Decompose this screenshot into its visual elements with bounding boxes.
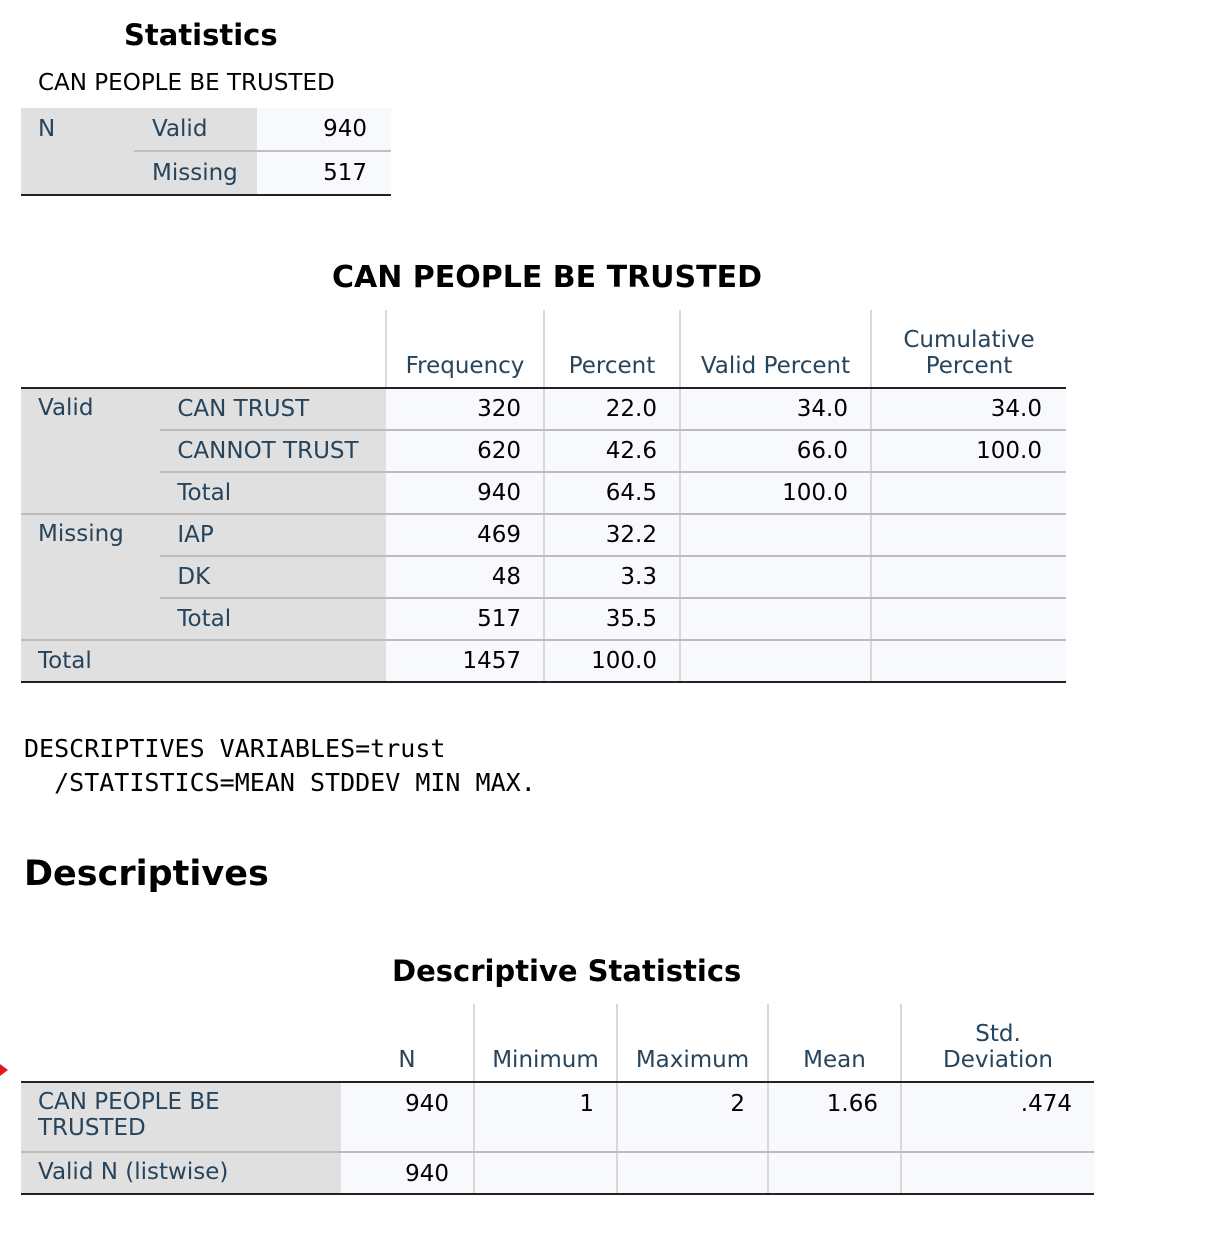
percent-cell: 64.5 <box>544 472 680 514</box>
header-frequency: Frequency <box>386 310 544 388</box>
header-n: N <box>341 1004 474 1082</box>
table-row <box>21 514 1066 556</box>
valid-percent-cell: 100.0 <box>680 472 871 514</box>
percent-cell: 22.0 <box>544 388 680 430</box>
statistics-table[interactable] <box>21 108 391 196</box>
n-cell: 940 <box>341 1082 474 1152</box>
header-std-deviation: Std. Deviation <box>901 1004 1094 1082</box>
header-valid-percent: Valid Percent <box>680 310 871 388</box>
frequency-cell: 320 <box>386 388 544 430</box>
cumulative-percent-cell <box>871 598 1066 640</box>
header-minimum: Minimum <box>474 1004 617 1082</box>
frequency-table[interactable] <box>21 310 1066 683</box>
frequency-cell: 469 <box>386 514 544 556</box>
std-deviation-cell <box>901 1152 1094 1194</box>
mean-cell <box>768 1152 901 1194</box>
frequency-cell: 620 <box>386 430 544 472</box>
header-cumulative-percent: Cumulative Percent <box>871 310 1066 388</box>
percent-cell: 32.2 <box>544 514 680 556</box>
table-row <box>21 430 1066 472</box>
table-row <box>21 108 391 151</box>
minimum-cell: 1 <box>474 1082 617 1152</box>
table-row <box>21 1082 1094 1152</box>
percent-cell: 3.3 <box>544 556 680 598</box>
descriptive-statistics-title: Descriptive Statistics <box>392 954 742 988</box>
row-label: Total <box>160 598 386 640</box>
row-label-valid: Valid <box>134 108 257 151</box>
table-row <box>21 1152 1094 1194</box>
descriptive-statistics-table[interactable] <box>21 1004 1094 1195</box>
row-label: Valid N (listwise) <box>21 1152 341 1194</box>
row-label: CAN TRUST <box>160 388 386 430</box>
row-label: DK <box>160 556 386 598</box>
mean-cell: 1.66 <box>768 1082 901 1152</box>
syntax-block[interactable] <box>24 732 536 800</box>
table-row <box>21 598 1066 640</box>
table-row <box>21 640 1066 682</box>
missing-n-value: 517 <box>257 151 391 195</box>
percent-cell: 35.5 <box>544 598 680 640</box>
frequency-cell: 517 <box>386 598 544 640</box>
std-deviation-cell: .474 <box>901 1082 1094 1152</box>
minimum-cell <box>474 1152 617 1194</box>
syntax-line: /STATISTICS=MEAN STDDEV MIN MAX. <box>24 768 536 797</box>
maximum-cell <box>617 1152 768 1194</box>
cumulative-percent-cell <box>871 556 1066 598</box>
cumulative-percent-cell <box>871 472 1066 514</box>
header-spacer <box>21 1004 341 1082</box>
table-header-row <box>21 310 1066 388</box>
row-label-missing: Missing <box>134 151 257 195</box>
table-row <box>21 472 1066 514</box>
valid-percent-cell: 66.0 <box>680 430 871 472</box>
row-label: CAN PEOPLE BE TRUSTED <box>21 1082 341 1152</box>
descriptives-heading: Descriptives <box>24 854 269 894</box>
frequency-table-title: CAN PEOPLE BE TRUSTED <box>332 260 763 295</box>
valid-percent-cell <box>680 514 871 556</box>
header-spacer <box>21 310 386 388</box>
table-row <box>21 388 1066 430</box>
cumulative-percent-cell <box>871 514 1066 556</box>
header-percent: Percent <box>544 310 680 388</box>
percent-cell: 42.6 <box>544 430 680 472</box>
group-label-missing: Missing <box>21 514 160 640</box>
frequency-cell: 940 <box>386 472 544 514</box>
cumulative-percent-cell <box>871 640 1066 682</box>
table-row <box>21 556 1066 598</box>
header-mean: Mean <box>768 1004 901 1082</box>
maximum-cell: 2 <box>617 1082 768 1152</box>
row-label: Total <box>160 472 386 514</box>
table-header-row <box>21 1004 1094 1082</box>
header-maximum: Maximum <box>617 1004 768 1082</box>
row-label: IAP <box>160 514 386 556</box>
statistics-variable-label: CAN PEOPLE BE TRUSTED <box>38 70 335 96</box>
valid-percent-cell: 34.0 <box>680 388 871 430</box>
valid-percent-cell <box>680 640 871 682</box>
cumulative-percent-cell: 34.0 <box>871 388 1066 430</box>
selection-marker-icon <box>0 1064 8 1076</box>
n-cell: 940 <box>341 1152 474 1194</box>
frequency-cell: 48 <box>386 556 544 598</box>
valid-percent-cell <box>680 598 871 640</box>
group-label-valid: Valid <box>21 388 160 514</box>
row-label: CANNOT TRUST <box>160 430 386 472</box>
statistics-title: Statistics <box>124 18 278 52</box>
valid-n-value: 940 <box>257 108 391 151</box>
syntax-line: DESCRIPTIVES VARIABLES=trust <box>24 734 446 763</box>
percent-cell: 100.0 <box>544 640 680 682</box>
frequency-cell: 1457 <box>386 640 544 682</box>
cumulative-percent-cell: 100.0 <box>871 430 1066 472</box>
valid-percent-cell <box>680 556 871 598</box>
group-label-total: Total <box>21 640 386 682</box>
n-label: N <box>21 108 134 195</box>
